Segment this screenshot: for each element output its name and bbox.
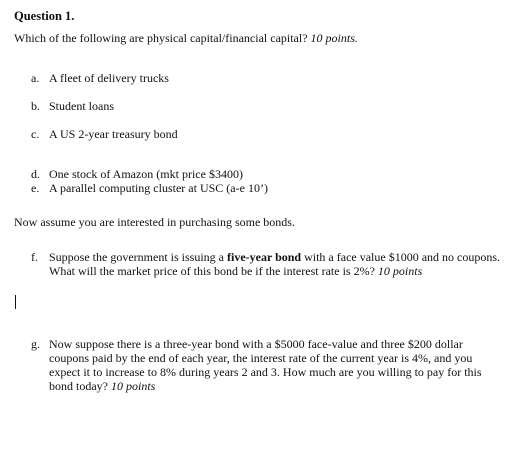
option-text: A fleet of delivery trucks [49, 71, 169, 85]
question-heading: Question 1. [14, 9, 75, 23]
option-letter: e. [31, 181, 40, 195]
part-f-text-after: with a face value $1000 and no coupons. What will the market price of this bond be if the interest rate is 2%? [49, 250, 501, 278]
part-g [31, 337, 501, 393]
option-a [31, 71, 169, 85]
question-text [14, 31, 358, 45]
intro-paragraph: Now assume you are interested in purchasing some bonds. [14, 215, 295, 229]
part-g-body [49, 337, 501, 393]
option-b [31, 99, 114, 113]
option-e [31, 181, 268, 195]
option-letter: b. [31, 99, 40, 113]
part-f-points: 10 points [377, 264, 423, 278]
option-d [31, 167, 243, 181]
question-points: 10 points. [310, 31, 358, 45]
question-prompt: Which of the following are physical capital/financial capital? [14, 31, 308, 45]
part-f-bold: five-year bond [226, 250, 302, 264]
part-f-text-before: Suppose the government is issuing a [49, 250, 227, 264]
option-letter: a. [31, 71, 40, 85]
option-text: One stock of Amazon (mkt price $3400) [49, 167, 243, 181]
part-g-text: Now suppose there is a three-year bond with a $5000 face-value and three $200 dollar coupons paid by the end of each year, the interest rate of the current year is 4%, and you expect it to increase to 8% during years 2 and 3. How much are you willing to pay for this bond today? [49, 337, 482, 393]
part-g-points: 10 points [111, 379, 156, 393]
option-text: A parallel computing cluster at USC (a-e 10’) [49, 181, 268, 195]
option-letter: c. [31, 127, 40, 141]
option-c [31, 127, 178, 141]
option-text: Student loans [49, 99, 114, 113]
part-f [31, 250, 501, 278]
option-text: A US 2-year treasury bond [49, 127, 178, 141]
part-g-letter: g. [31, 337, 40, 351]
part-f-letter: f. [31, 250, 38, 264]
option-letter: d. [31, 167, 40, 181]
part-f-body [49, 250, 501, 278]
text-cursor [15, 295, 16, 309]
